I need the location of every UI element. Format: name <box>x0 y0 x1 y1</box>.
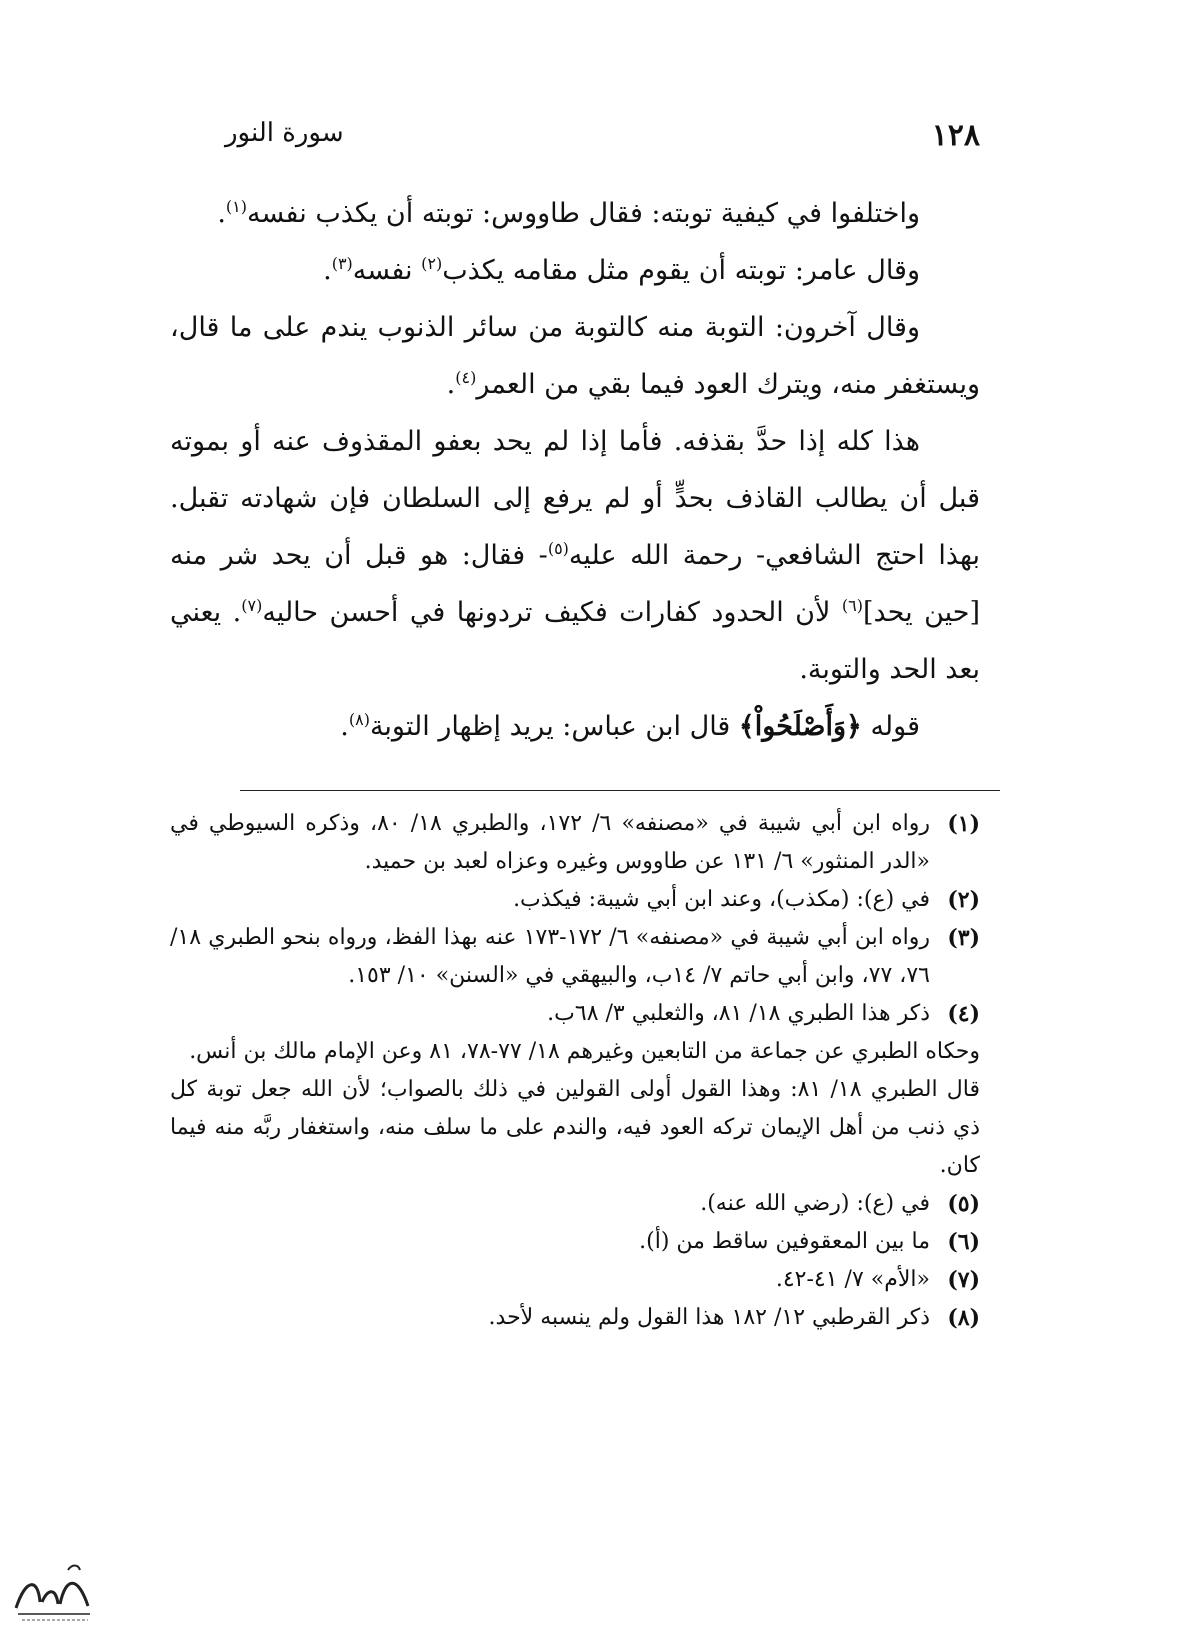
footnote-text: رواه ابن أبي شيبة في «مصنفه» ٦/ ١٧٢، والطبري ١٨/ ٨٠، وذكره السيوطي في «الدر المنثور» ٦/ ١٣١ عن طاووس وغيره وعزاه لعبد بن حميد. <box>170 811 931 874</box>
footnote-2 <box>170 881 980 919</box>
footnote-number: (٤) <box>947 1001 980 1027</box>
footnote-5 <box>170 1185 980 1223</box>
footnote-4-continuation: قال الطبري ١٨/ ٨١: وهذا القول أولى القولين في ذلك بالصواب؛ لأن الله جعل توبة كل ذي ذنب من أهل الإيمان تركه العود فيه، والندم على ما سلف منه، واستغفار ربَّه منه فيما كان. <box>170 1077 980 1178</box>
footnotes <box>170 805 980 1337</box>
p4-text-b: - فقال: هو قبل أن يحد شر منه [حين يحد] <box>170 540 980 628</box>
p2-end: . <box>323 255 332 286</box>
footnote-3 <box>170 919 980 995</box>
footnote-ref: (٢) <box>421 254 443 273</box>
footnote-6 <box>170 1223 980 1261</box>
footnote-text: «الأم» ٧/ ٤١-٤٢. <box>775 1267 930 1292</box>
page-header <box>225 118 980 168</box>
p1-text: واختلفوا في كيفية توبته: فقال طاووس: توبته أن يكذب نفسه <box>247 198 920 229</box>
footnote-ref: (١) <box>225 197 247 216</box>
paragraph-3 <box>170 299 980 413</box>
footnote-1 <box>170 805 980 881</box>
footnote-number: (٨) <box>947 1305 980 1331</box>
p5-end: . <box>340 711 349 742</box>
footnote-text: رواه ابن أبي شيبة في «مصنفه» ٦/ ١٧٢-١٧٣ عنه بهذا الفظ، ورواه بنحو الطبري ١٨/ ٧٦، ٧٧، وابن أبي حاتم ٧/ ١٤ب، والبيهقي في «السنن» ١٠/ ١٥٣. <box>170 925 931 988</box>
p2-text-a: وقال عامر: توبته أن يقوم مثل مقامه يكذب <box>442 255 920 286</box>
paragraph-1 <box>170 185 980 242</box>
footnote-8 <box>170 1299 980 1337</box>
footnote-text: في (ع): (مكذب)، وعند ابن أبي شيبة: فيكذب. <box>513 887 930 912</box>
footnote-ref: (٨) <box>348 710 370 729</box>
surah-title: سورة النور <box>225 118 344 148</box>
p5-text-b: قال ابن عباس: يريد إظهار التوبة <box>369 711 739 742</box>
page-number: ١٢٨ <box>931 118 980 153</box>
footnote-number: (٥) <box>947 1191 980 1217</box>
footnote-number: (١) <box>947 811 980 837</box>
footnote-ref: (٥) <box>547 539 569 558</box>
footnote-7 <box>170 1261 980 1299</box>
paragraph-5 <box>170 698 980 755</box>
footnote-number: (٧) <box>947 1267 980 1293</box>
quran-quote: ﴿وَأَصْلَحُواْ﴾ <box>738 711 862 742</box>
footnote-ref: (٧) <box>241 596 263 615</box>
footnote-divider <box>240 790 1000 791</box>
footnote-number: (٦) <box>947 1229 980 1255</box>
paragraph-2 <box>170 242 980 299</box>
p3-end: . <box>446 369 456 400</box>
p5-text-a: قوله <box>861 711 920 742</box>
p1-end: . <box>217 198 226 229</box>
publisher-logo <box>8 1558 98 1630</box>
p2-text-b: نفسه <box>352 255 422 286</box>
p4-text-a: هذا كله إذا حدَّ بقذفه. فأما إذا لم يحد بعفو المقذوف عنه أو بموته قبل أن يطالب القاذف بحدٍّ أو لم يرفع إلى السلطان فإن شهادته تقبل. بهذا احتج الشافعي- رحمة الله عليه <box>170 426 980 571</box>
p4-text-d: . يعني بعد الحد والتوبة. <box>170 597 980 685</box>
footnote-4 <box>170 995 980 1033</box>
footnote-number: (٢) <box>947 887 980 913</box>
main-text <box>170 185 980 755</box>
footnote-text: ذكر هذا الطبري ١٨/ ٨١، والثعلبي ٣/ ٦٨ب. <box>547 1001 930 1026</box>
footnote-number: (٣) <box>947 925 980 951</box>
p3-text: وقال آخرون: التوبة منه كالتوبة من سائر الذنوب يندم على ما قال، ويستغفر منه، ويترك العود فيما بقي من العمر <box>170 312 980 400</box>
footnote-ref: (٦) <box>841 596 863 615</box>
paragraph-4 <box>170 413 980 698</box>
footnote-text: في (ع): (رضي الله عنه). <box>700 1191 930 1216</box>
footnote-ref: (٣) <box>331 254 353 273</box>
footnote-ref: (٤) <box>455 368 477 387</box>
footnote-text: ما بين المعقوفين ساقط من (أ). <box>639 1229 930 1254</box>
footnote-text: ذكر القرطبي ١٢/ ١٨٢ هذا القول ولم ينسبه لأحد. <box>488 1305 930 1330</box>
footnote-4-continuation: وحكاه الطبري عن جماعة من التابعين وغيرهم ١٨/ ٧٧-٧٨، ٨١ وعن الإمام مالك بن أنس. <box>189 1039 980 1064</box>
p4-text-c: لأن الحدود كفارات فكيف تردونها في أحسن حاليه <box>262 597 842 628</box>
